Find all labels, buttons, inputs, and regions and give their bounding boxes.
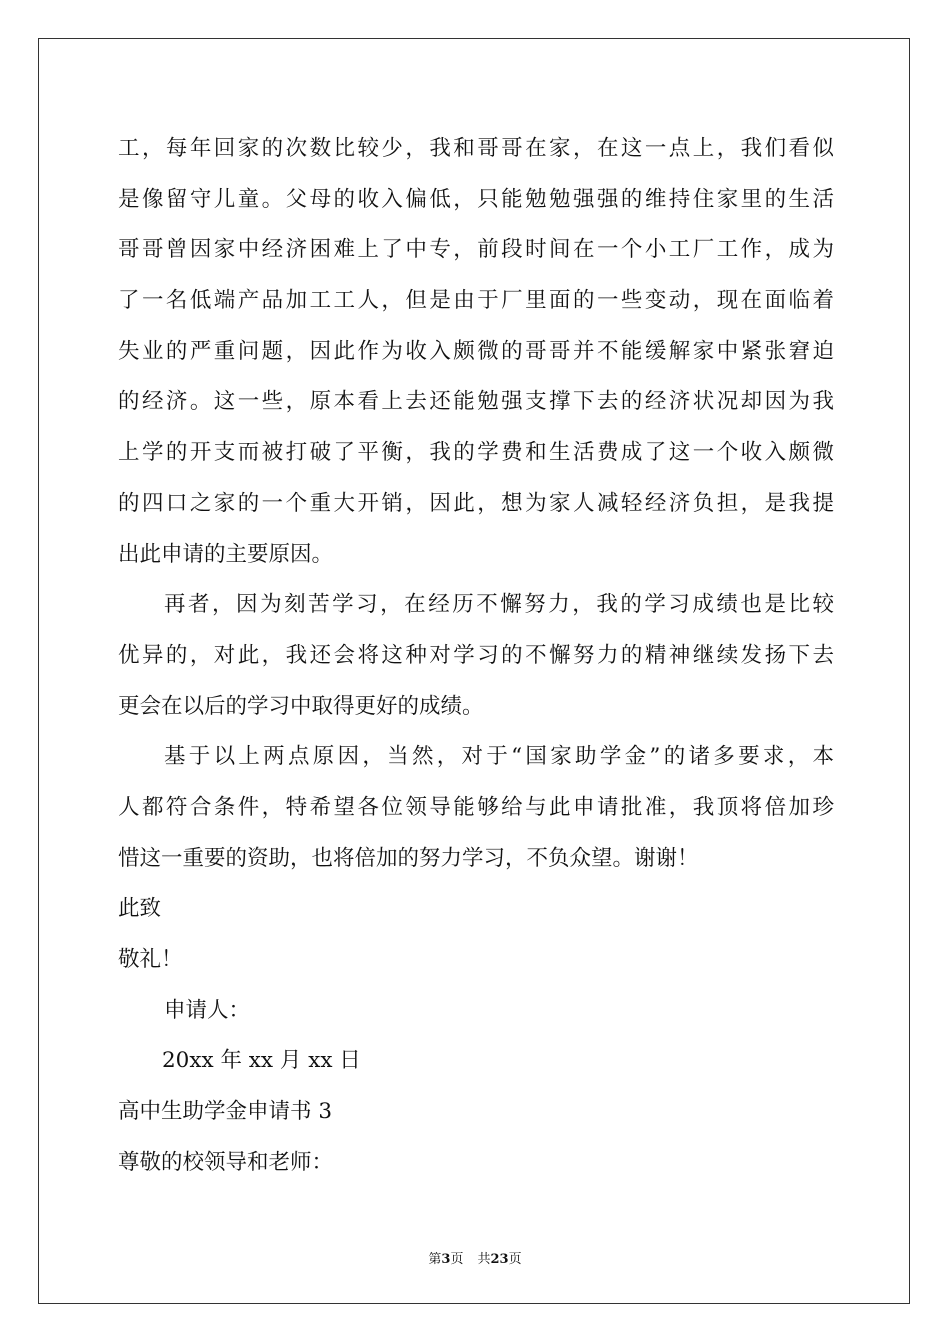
- body-line: 的四口之家的一个重大开销，因此，想为家人减轻经济负担，是我提: [118, 490, 834, 516]
- footer-page-prefix: 第: [428, 1252, 442, 1267]
- body-line: 是像留守儿童。父母的收入偏低，只能勉勉强强的维持住家里的生活: [118, 186, 834, 212]
- document-body: [118, 124, 834, 1188]
- footer-page-total: 23: [490, 1252, 509, 1267]
- footer-total-prefix: 共: [477, 1252, 491, 1267]
- body-line: 失业的严重问题，因此作为收入颇微的哥哥并不能缓解家中紧张窘迫: [118, 338, 834, 364]
- body-line: 惜这一重要的资助，也将倍加的努力学习，不负众望。谢谢！: [118, 845, 699, 871]
- paragraph-start-line: 再者，因为刻苦学习，在经历不懈努力，我的学习成绩也是比较: [164, 592, 834, 618]
- footer-total-suffix: 页: [508, 1252, 522, 1267]
- page-footer: [0, 1248, 950, 1267]
- body-line: 优异的，对此，我还会将这种对学习的不懈努力的精神继续发扬下去: [118, 642, 834, 668]
- closing-regards: 敬礼！: [118, 947, 183, 972]
- closing-salutation: 此致: [118, 896, 162, 922]
- body-line: 的经济。这一些，原本看上去还能勉强支撑下去的经济状况却因为我: [118, 389, 834, 415]
- date-line: 20xx 年 xx 月 xx 日: [162, 1048, 361, 1074]
- footer-page-suffix: 页: [450, 1252, 464, 1267]
- body-line: 了一名低端产品加工工人，但是由于厂里面的一些变动，现在面临着: [118, 288, 834, 314]
- footer-page-current: 3: [441, 1252, 451, 1267]
- applicant-label: 申请人：: [164, 997, 251, 1023]
- body-line: 工，每年回家的次数比较少，我和哥哥在家，在这一点上，我们看似: [118, 136, 834, 161]
- body-line: 更会在以后的学习中取得更好的成绩。: [118, 693, 484, 719]
- paragraph-start-line: 基于以上两点原因，当然，对于“国家助学金”的诸多要求，本: [164, 744, 834, 770]
- body-line: 人都符合条件，特希望各位领导能够给与此申请批准，我顶将倍加珍: [118, 794, 834, 820]
- body-line: 出此申请的主要原因。: [118, 541, 334, 567]
- body-line: 哥哥曾因家中经济困难上了中专，前段时间在一个小工厂工作，成为: [118, 237, 834, 263]
- greeting-line: 尊敬的校领导和老师：: [118, 1149, 334, 1175]
- body-line: 上学的开支而被打破了平衡，我的学费和生活费成了这一个收入颇微: [118, 440, 834, 466]
- section-title: 高中生助学金申请书 3: [118, 1099, 333, 1125]
